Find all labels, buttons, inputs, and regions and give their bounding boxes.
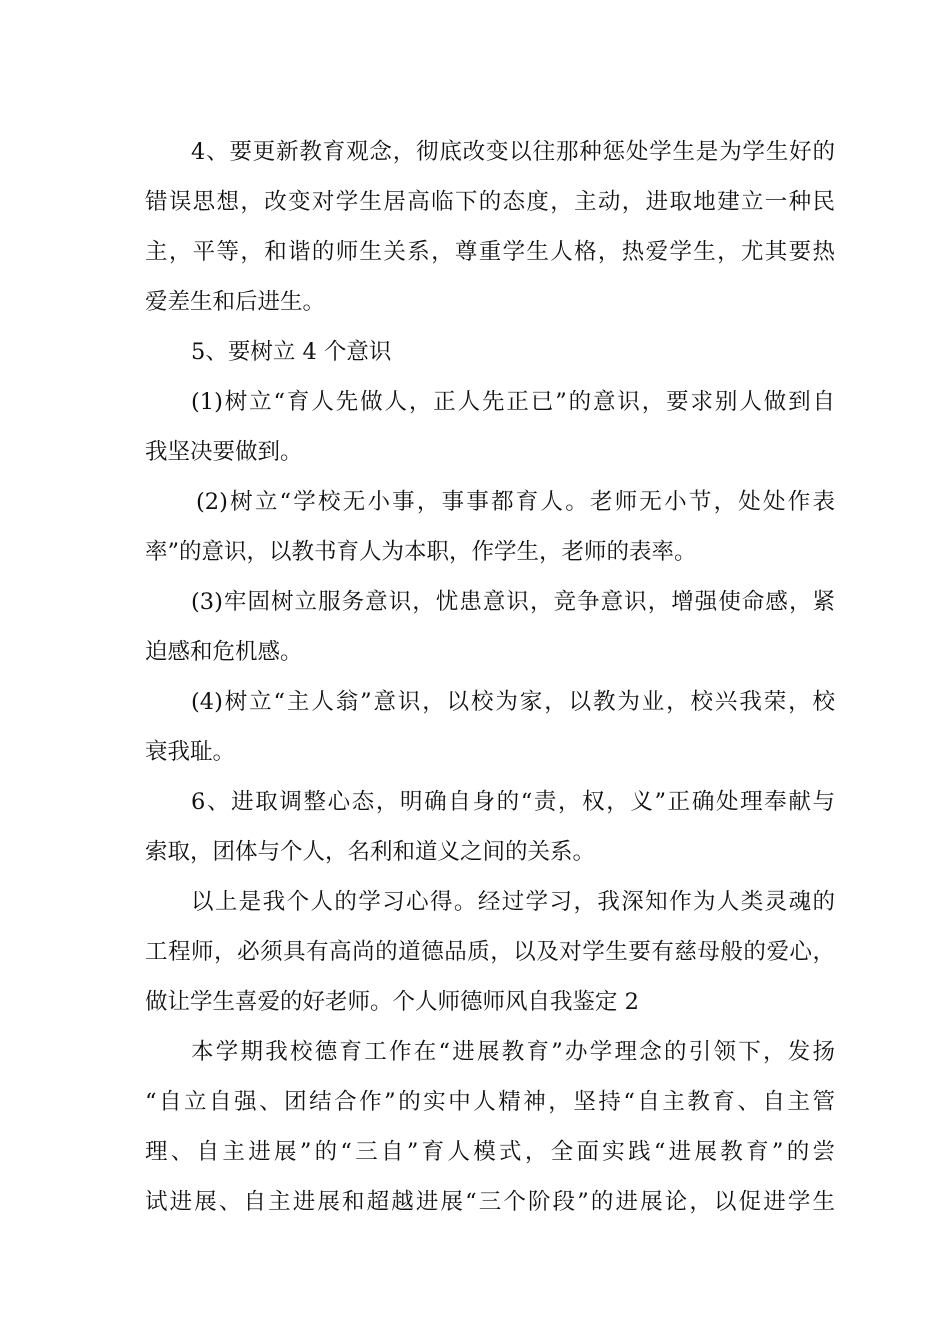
text-line: 试进展、自主进展和超越进展“三个阶段”的进展论，以促进学生 xyxy=(145,1189,835,1215)
text-line: 6、进取调整心态，明确自身的“责，权，义”正确处理奉献与 xyxy=(191,789,835,815)
text-line: 4、要更新教育观念，彻底改变以往那种惩处学生是为学生好的 xyxy=(191,139,835,165)
text-line: 以上是我个人的学习心得。经过学习，我深知作为人类灵魂的 xyxy=(191,889,835,915)
text-line: 我坚决要做到。 xyxy=(145,439,303,465)
text-line: 本学期我校德育工作在“进展教育”办学理念的引领下，发扬 xyxy=(191,1039,835,1065)
text-line: 做让学生喜爱的好老师。个人师德师风自我鉴定 2 xyxy=(145,989,639,1015)
text-line: (4)树立“主人翁”意识，以校为家，以教为业，校兴我荣，校 xyxy=(191,689,835,715)
text-line: 5、要树立 4 个意识 xyxy=(191,339,392,365)
text-line: 理、自主进展”的“三自”育人模式，全面实践“进展教育”的尝 xyxy=(145,1139,835,1165)
text-line: 错误思想，改变对学生居高临下的态度，主动，进取地建立一种民 xyxy=(145,189,835,215)
text-line: 率”的意识，以教书育人为本职，作学生，老师的表率。 xyxy=(145,539,697,565)
text-line: 索取，团体与个人，名利和道义之间的关系。 xyxy=(145,839,596,865)
text-line: (2)树立“学校无小事，事事都育人。老师无小节，处处作表 xyxy=(196,489,835,515)
text-line: “自立自强、团结合作”的实中人精神，坚持“自主教育、自主管 xyxy=(145,1089,835,1115)
text-line: 主，平等，和谐的师生关系，尊重学生人格，热爱学生，尤其要热 xyxy=(145,239,835,265)
text-line: (3)牢固树立服务意识，忧患意识，竞争意识，增强使命感，紧 xyxy=(191,589,835,615)
text-line: (1)树立“育人先做人，正人先正已”的意识，要求别人做到自 xyxy=(191,389,835,415)
text-line: 工程师，必须具有高尚的道德品质，以及对学生要有慈母般的爱心， xyxy=(145,939,835,965)
text-line: 爱差生和后进生。 xyxy=(145,289,326,315)
text-line: 迫感和危机感。 xyxy=(145,639,303,665)
text-line: 衰我耻。 xyxy=(145,739,236,765)
